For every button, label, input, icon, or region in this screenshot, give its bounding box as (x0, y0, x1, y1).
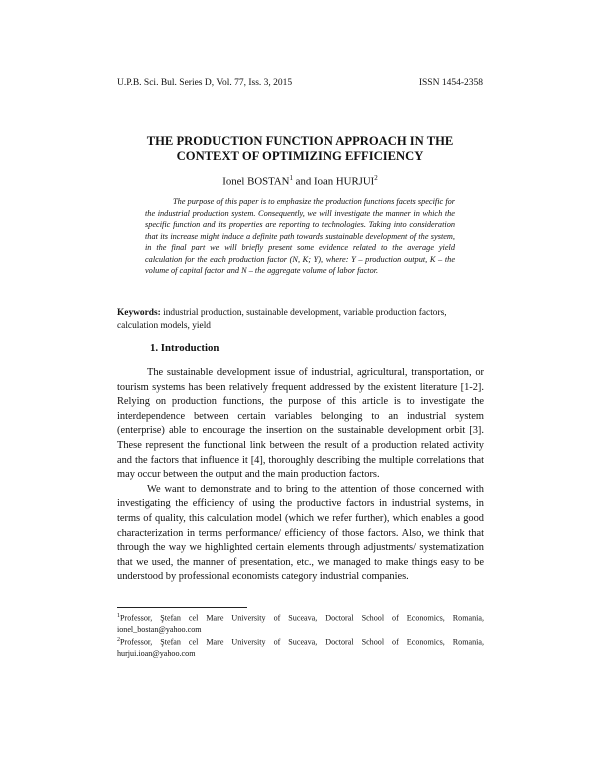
author-1: Ionel BOSTAN (222, 175, 290, 188)
keywords-block (117, 307, 484, 332)
author-1-footnote-mark: 1 (289, 174, 293, 182)
running-header (117, 78, 483, 92)
footnotes (117, 611, 484, 659)
footnote-2-text: Professor, Ştefan cel Mare University of Suceava, Doctoral School of Economics, Romania, hurjui.ioan@yahoo.com (117, 637, 484, 658)
section-heading-introduction: 1. Introduction (150, 342, 220, 354)
footnote-divider (117, 607, 247, 608)
author-conjunction: and (292, 175, 314, 188)
author-2-footnote-mark: 2 (374, 174, 378, 182)
paper-title (100, 134, 500, 164)
author-2: Ioan HURJUI (313, 175, 375, 188)
title-line-2: CONTEXT OF OPTIMIZING EFFICIENCY (176, 149, 424, 163)
keywords-label: Keywords: (117, 308, 161, 318)
introduction-paragraph-1: The sustainable development issue of industrial, agricultural, transportation, or tourism systems has been relatively frequent addressed by the existent literature [1-2]. Relying on production functions, the purpose of this article is to investigate the interdependence between certain variables belonging to an industrial system (enterprise) able to encourage the insertion on the sustainable development orbit [3]. These represent the functional link between the result of a production related activity and the factors that influence it [4], thoroughly describing the multiple correlations that may occur between the output and the main production factors. (117, 367, 484, 481)
keywords-text: industrial production, sustainable development, variable production factors, calculation models, yield (117, 308, 447, 331)
footnote-1-text: Professor, Ştefan cel Mare University of Suceava, Doctoral School of Economics, Romania, ionel_bostan@yahoo.com (117, 613, 484, 634)
footnote-2 (117, 635, 484, 659)
introduction-body (117, 366, 484, 585)
footnote-1-mark: 1 (117, 613, 120, 619)
abstract: The purpose of this paper is to emphasize the production functions facets specific for the industrial production system. Consequently, we will investigate the manner in which the specific function and its properties are reporting to technologies. Taking into consideration that its increase might induce a definite path towards sustainable development of the system, in the final part we will briefly present some evidence related to the average yield calculation for the each production factor (N, K; Y), where: Y – production output, K – the volume of capital factor and N – the aggregate volume of labor factor. (145, 197, 455, 275)
journal-citation: U.P.B. Sci. Bul. Series D, Vol. 77, Iss. 3, 2015 (117, 78, 293, 88)
footnote-1 (117, 611, 484, 635)
introduction-paragraph-2: We want to demonstrate and to bring to the attention of those concerned with investigating the efficiency of using the productive factors in industrial systems, in terms of quality, this calculation model (which we refer further), which enables a good characterization in terms performance/ efficiency of those factors. Also, we think that through the way we highlighted certain elements through adjustments/ systematization that we used, the manner of presentation, etc., we managed to make things easy to be understood by professional economists category industrial companies. (117, 483, 484, 583)
footnote-2-mark: 2 (117, 637, 120, 644)
author-line (100, 174, 500, 188)
issn-label: ISSN 1454-2358 (418, 78, 483, 88)
title-line-1: THE PRODUCTION FUNCTION APPROACH IN THE (146, 134, 454, 148)
